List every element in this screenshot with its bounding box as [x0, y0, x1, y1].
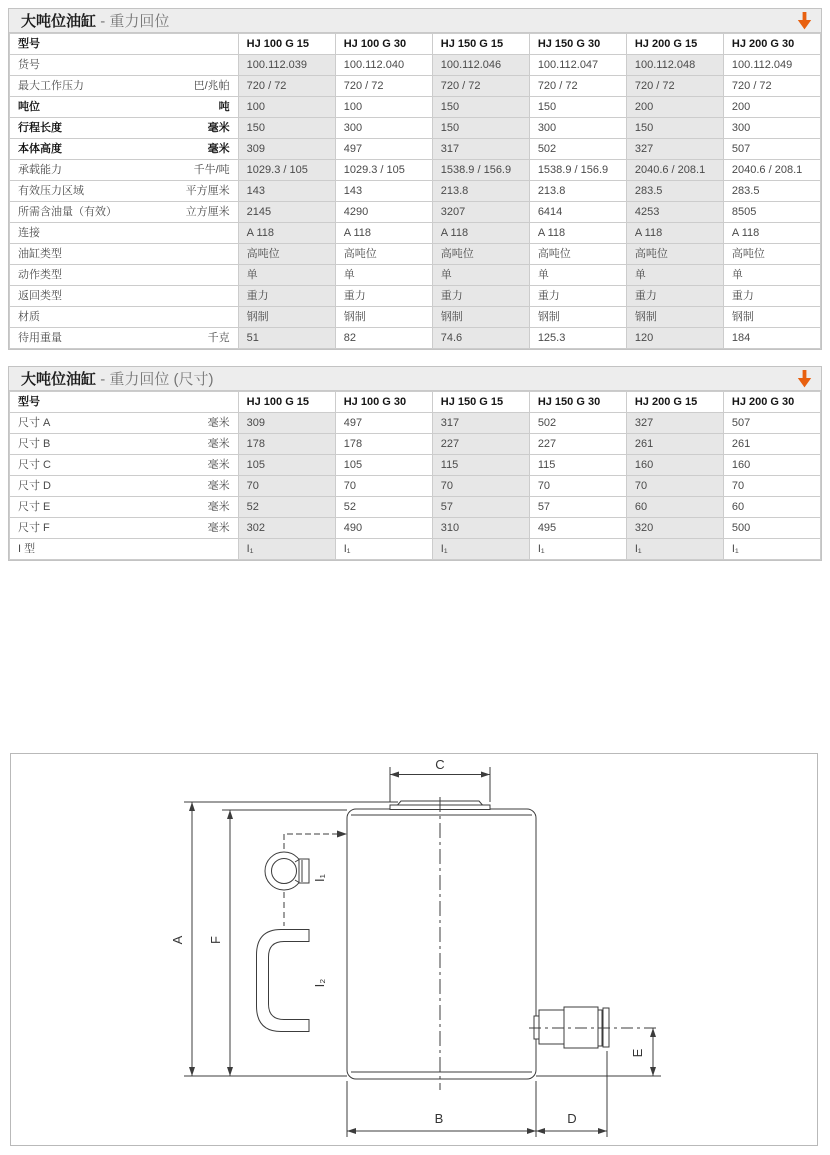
row-unit: 立方厘米	[185, 206, 230, 218]
table-row	[10, 497, 821, 518]
dim-d-arrow-left	[536, 1128, 545, 1134]
value-cell: 高吨位	[432, 244, 529, 265]
value-cell: 283.5	[723, 181, 820, 202]
value-cell: 497	[335, 139, 432, 160]
value-cell: A 118	[723, 223, 820, 244]
table-row	[10, 223, 821, 244]
value-cell: 720 / 72	[723, 76, 820, 97]
dimension-table-title-bar	[9, 367, 821, 391]
row-label-cell	[10, 413, 239, 434]
table-row	[10, 97, 821, 118]
value-cell: 1538.9 / 156.9	[529, 160, 626, 181]
value-cell: 720 / 72	[238, 76, 335, 97]
column-header-row	[10, 392, 821, 413]
row-label: 尺寸 C	[18, 459, 51, 471]
value-cell: 70	[432, 476, 529, 497]
value-cell: 115	[529, 455, 626, 476]
value-cell: 143	[335, 181, 432, 202]
dim-label-e: E	[630, 1048, 645, 1058]
spec-table-title	[21, 10, 169, 31]
column-header-row	[10, 34, 821, 55]
row-label: 尺寸 E	[18, 501, 51, 513]
row-label: 动作类型	[18, 269, 62, 281]
value-cell: 490	[335, 518, 432, 539]
value-cell: 178	[238, 434, 335, 455]
row-label: 尺寸 B	[18, 438, 51, 450]
row-label-cell	[10, 455, 239, 476]
row-label-cell	[10, 518, 239, 539]
value-cell: 502	[529, 139, 626, 160]
row-label-cell	[10, 539, 239, 560]
value-cell: 重力	[238, 286, 335, 307]
row-unit: 毫米	[207, 438, 230, 450]
dim-a-arrow-top	[189, 802, 195, 811]
value-cell: 300	[723, 118, 820, 139]
value-cell: 309	[238, 139, 335, 160]
value-cell: 100.112.047	[529, 55, 626, 76]
value-cell: 高吨位	[626, 244, 723, 265]
row-label: 尺寸 A	[18, 417, 51, 429]
column-header-model: 型号	[10, 392, 239, 413]
value-cell: 160	[723, 455, 820, 476]
dim-f-arrow-bottom	[227, 1067, 233, 1076]
value-cell: 720 / 72	[432, 76, 529, 97]
row-unit: 毫米	[207, 522, 230, 534]
value-cell: 钢制	[723, 307, 820, 328]
column-header: HJ 100 G 15	[238, 392, 335, 413]
value-cell: 115	[432, 455, 529, 476]
value-cell: 单	[529, 265, 626, 286]
row-unit: 巴/兆帕	[193, 80, 230, 92]
row-unit: 毫米	[207, 480, 230, 492]
value-cell: A 118	[335, 223, 432, 244]
value-cell: 6414	[529, 202, 626, 223]
value-cell: 4253	[626, 202, 723, 223]
row-label: 货号	[18, 59, 40, 71]
lifting-eye-flange	[299, 859, 309, 883]
row-label: 所需含油量（有效）	[18, 206, 117, 218]
value-cell: 327	[626, 413, 723, 434]
row-label-cell	[10, 307, 239, 328]
row-label: 返回类型	[18, 290, 62, 302]
row-label-cell	[10, 55, 239, 76]
value-cell: 1538.9 / 156.9	[432, 160, 529, 181]
row-label: 待用重量	[18, 332, 62, 344]
row-label-cell	[10, 202, 239, 223]
value-cell: 184	[723, 328, 820, 349]
spec-table-title-main: 大吨位油缸	[21, 13, 97, 30]
value-cell: 70	[626, 476, 723, 497]
value-cell: A 118	[432, 223, 529, 244]
table-row	[10, 434, 821, 455]
value-cell: 213.8	[529, 181, 626, 202]
row-label-cell	[10, 434, 239, 455]
value-cell: 200	[626, 97, 723, 118]
value-cell: 150	[432, 118, 529, 139]
value-cell: 重力	[723, 286, 820, 307]
spec-table	[9, 33, 821, 349]
value-cell: 100.112.046	[432, 55, 529, 76]
row-label: 最大工作压力	[18, 80, 84, 92]
value-cell: 502	[529, 413, 626, 434]
row-unit: 平方厘米	[185, 185, 230, 197]
dimension-table	[9, 391, 821, 560]
value-cell: 高吨位	[335, 244, 432, 265]
value-cell: 143	[238, 181, 335, 202]
value-cell: 125.3	[529, 328, 626, 349]
dim-c-arrow-left	[390, 772, 399, 778]
value-cell: 300	[335, 118, 432, 139]
row-label: 材质	[18, 311, 40, 323]
value-cell: 105	[238, 455, 335, 476]
row-unit: 吨	[218, 101, 230, 113]
row-label-cell	[10, 118, 239, 139]
value-cell: 82	[335, 328, 432, 349]
coupler-collar	[539, 1010, 564, 1044]
row-label: 尺寸 F	[18, 522, 50, 534]
value-cell: 52	[238, 497, 335, 518]
table-row	[10, 476, 821, 497]
value-cell: 单	[335, 265, 432, 286]
value-cell: 2040.6 / 208.1	[723, 160, 820, 181]
value-cell: 70	[335, 476, 432, 497]
dim-d-arrow-right	[598, 1128, 607, 1134]
row-label-cell	[10, 181, 239, 202]
value-cell: 钢制	[529, 307, 626, 328]
table-row	[10, 539, 821, 560]
value-cell: 310	[432, 518, 529, 539]
value-cell: 2040.6 / 208.1	[626, 160, 723, 181]
value-cell: 高吨位	[238, 244, 335, 265]
column-header: HJ 150 G 30	[529, 34, 626, 55]
value-cell: 720 / 72	[529, 76, 626, 97]
value-cell: 100.112.049	[723, 55, 820, 76]
table-row	[10, 286, 821, 307]
row-label-cell	[10, 265, 239, 286]
column-header: HJ 200 G 15	[626, 34, 723, 55]
value-cell: 57	[432, 497, 529, 518]
table-row	[10, 181, 821, 202]
row-label: 尺寸 D	[18, 480, 51, 492]
row-unit: 毫米	[207, 417, 230, 429]
dim-b-arrow-left	[347, 1128, 356, 1134]
spec-table-section	[8, 8, 822, 350]
value-cell: I₁	[432, 539, 529, 560]
value-cell: 单	[626, 265, 723, 286]
column-header: HJ 200 G 30	[723, 392, 820, 413]
table-row	[10, 139, 821, 160]
value-cell: 160	[626, 455, 723, 476]
cylinder-body	[347, 809, 536, 1079]
table-row	[10, 76, 821, 97]
scroll-down-arrow-icon[interactable]	[797, 12, 812, 30]
dim-e-arrow-top	[650, 1028, 656, 1037]
row-unit: 毫米	[207, 143, 230, 155]
row-label: 本体高度	[18, 143, 62, 155]
column-header: HJ 200 G 30	[723, 34, 820, 55]
value-cell: 317	[432, 413, 529, 434]
value-cell: A 118	[626, 223, 723, 244]
row-label-cell	[10, 97, 239, 118]
dimension-table-title	[21, 368, 214, 389]
value-cell: 70	[238, 476, 335, 497]
table-row	[10, 328, 821, 349]
dimension-table-title-sub: - 重力回位 (尺寸)	[100, 371, 214, 388]
column-header-model: 型号	[10, 34, 239, 55]
table-row	[10, 265, 821, 286]
value-cell: 单	[238, 265, 335, 286]
table-row	[10, 244, 821, 265]
row-unit: 毫米	[207, 501, 230, 513]
value-cell: 57	[529, 497, 626, 518]
cylinder-drawing	[11, 754, 817, 1145]
column-header: HJ 150 G 30	[529, 392, 626, 413]
table-row	[10, 307, 821, 328]
value-cell: 100	[335, 97, 432, 118]
value-cell: 327	[626, 139, 723, 160]
value-cell: 单	[723, 265, 820, 286]
dim-label-a: A	[170, 935, 185, 945]
value-cell: 60	[626, 497, 723, 518]
value-cell: 495	[529, 518, 626, 539]
row-label: I 型	[18, 543, 36, 555]
row-label: 连接	[18, 227, 40, 239]
value-cell: 309	[238, 413, 335, 434]
scroll-down-arrow-glyph	[798, 12, 811, 29]
dim-label-f: F	[208, 936, 223, 944]
value-cell: 3207	[432, 202, 529, 223]
value-cell: 300	[529, 118, 626, 139]
table-row	[10, 160, 821, 181]
eyebolt-leader-line	[284, 834, 341, 849]
value-cell: 100	[238, 97, 335, 118]
value-cell: 重力	[335, 286, 432, 307]
eyebolt-leader-arrow	[337, 831, 347, 838]
value-cell: 单	[432, 265, 529, 286]
dim-label-b: B	[434, 1111, 444, 1126]
table-row	[10, 413, 821, 434]
value-cell: 227	[432, 434, 529, 455]
value-cell: 720 / 72	[626, 76, 723, 97]
value-cell: 261	[723, 434, 820, 455]
dim-b-arrow-right	[527, 1128, 536, 1134]
row-label-cell	[10, 328, 239, 349]
dim-c-arrow-right	[481, 772, 490, 778]
table-row	[10, 455, 821, 476]
value-cell: 213.8	[432, 181, 529, 202]
spec-table-title-sub: - 重力回位	[100, 13, 170, 30]
column-header: HJ 150 G 15	[432, 34, 529, 55]
value-cell: 507	[723, 139, 820, 160]
value-cell: 重力	[529, 286, 626, 307]
value-cell: 507	[723, 413, 820, 434]
dimension-table-section	[8, 366, 822, 561]
value-cell: 200	[723, 97, 820, 118]
row-label: 有效压力区域	[18, 185, 84, 197]
value-cell: 4290	[335, 202, 432, 223]
value-cell: I₁	[723, 539, 820, 560]
row-label: 油缸类型	[18, 248, 62, 260]
column-header: HJ 100 G 30	[335, 392, 432, 413]
value-cell: 8505	[723, 202, 820, 223]
row-label-cell	[10, 160, 239, 181]
row-label-cell	[10, 476, 239, 497]
column-header: HJ 200 G 15	[626, 392, 723, 413]
row-unit: 毫米	[207, 122, 230, 134]
value-cell: 120	[626, 328, 723, 349]
row-label-cell	[10, 286, 239, 307]
value-cell: 720 / 72	[335, 76, 432, 97]
value-cell: 高吨位	[723, 244, 820, 265]
row-label-cell	[10, 497, 239, 518]
value-cell: 150	[626, 118, 723, 139]
value-cell: 302	[238, 518, 335, 539]
dim-e-arrow-bottom	[650, 1067, 656, 1076]
dimension-table-title-main: 大吨位油缸	[21, 371, 97, 388]
value-cell: 497	[335, 413, 432, 434]
value-cell: 317	[432, 139, 529, 160]
value-cell: 52	[335, 497, 432, 518]
value-cell: 钢制	[335, 307, 432, 328]
value-cell: 70	[529, 476, 626, 497]
value-cell: 100.112.048	[626, 55, 723, 76]
value-cell: 70	[723, 476, 820, 497]
row-label-cell	[10, 139, 239, 160]
dim-label-i2: I₂	[312, 978, 327, 988]
value-cell: 150	[238, 118, 335, 139]
value-cell: 钢制	[432, 307, 529, 328]
value-cell: 261	[626, 434, 723, 455]
row-label-cell	[10, 244, 239, 265]
value-cell: 100.112.040	[335, 55, 432, 76]
dim-f-arrow-top	[227, 810, 233, 819]
value-cell: 重力	[626, 286, 723, 307]
value-cell: 高吨位	[529, 244, 626, 265]
dim-label-d: D	[567, 1111, 577, 1126]
row-label: 吨位	[18, 101, 40, 113]
column-header: HJ 100 G 15	[238, 34, 335, 55]
row-unit: 千克	[207, 332, 230, 344]
dim-label-c: C	[435, 757, 445, 772]
value-cell: 320	[626, 518, 723, 539]
lifting-eye-inner	[272, 859, 297, 884]
value-cell: I₁	[335, 539, 432, 560]
row-label: 承载能力	[18, 164, 62, 176]
value-cell: 1029.3 / 105	[335, 160, 432, 181]
dim-a-arrow-bottom	[189, 1067, 195, 1076]
carrying-handle	[257, 930, 310, 1032]
value-cell: 178	[335, 434, 432, 455]
table-row	[10, 55, 821, 76]
value-cell: 105	[335, 455, 432, 476]
dim-label-i1: I₁	[312, 874, 327, 882]
table-row	[10, 202, 821, 223]
value-cell: 150	[529, 97, 626, 118]
value-cell: 2145	[238, 202, 335, 223]
value-cell: I₁	[529, 539, 626, 560]
value-cell: 100.112.039	[238, 55, 335, 76]
value-cell: 51	[238, 328, 335, 349]
table-row	[10, 518, 821, 539]
scroll-down-arrow-icon[interactable]	[797, 370, 812, 388]
cylinder-dimension-diagram	[10, 753, 818, 1146]
value-cell: 重力	[432, 286, 529, 307]
value-cell: 74.6	[432, 328, 529, 349]
value-cell: 227	[529, 434, 626, 455]
dim-c-extension-lines	[390, 767, 490, 802]
value-cell: 钢制	[626, 307, 723, 328]
value-cell: 283.5	[626, 181, 723, 202]
value-cell: A 118	[238, 223, 335, 244]
value-cell: 500	[723, 518, 820, 539]
row-label-cell	[10, 76, 239, 97]
table-row	[10, 118, 821, 139]
row-unit: 千牛/吨	[193, 164, 230, 176]
row-unit: 毫米	[207, 459, 230, 471]
value-cell: I₁	[626, 539, 723, 560]
value-cell: A 118	[529, 223, 626, 244]
value-cell: 1029.3 / 105	[238, 160, 335, 181]
column-header: HJ 100 G 30	[335, 34, 432, 55]
column-header: HJ 150 G 15	[432, 392, 529, 413]
spec-table-title-bar	[9, 9, 821, 33]
row-label: 行程长度	[18, 122, 62, 134]
row-label-cell	[10, 223, 239, 244]
value-cell: I₁	[238, 539, 335, 560]
value-cell: 钢制	[238, 307, 335, 328]
scroll-down-arrow-glyph	[798, 370, 811, 387]
value-cell: 150	[432, 97, 529, 118]
value-cell: 60	[723, 497, 820, 518]
